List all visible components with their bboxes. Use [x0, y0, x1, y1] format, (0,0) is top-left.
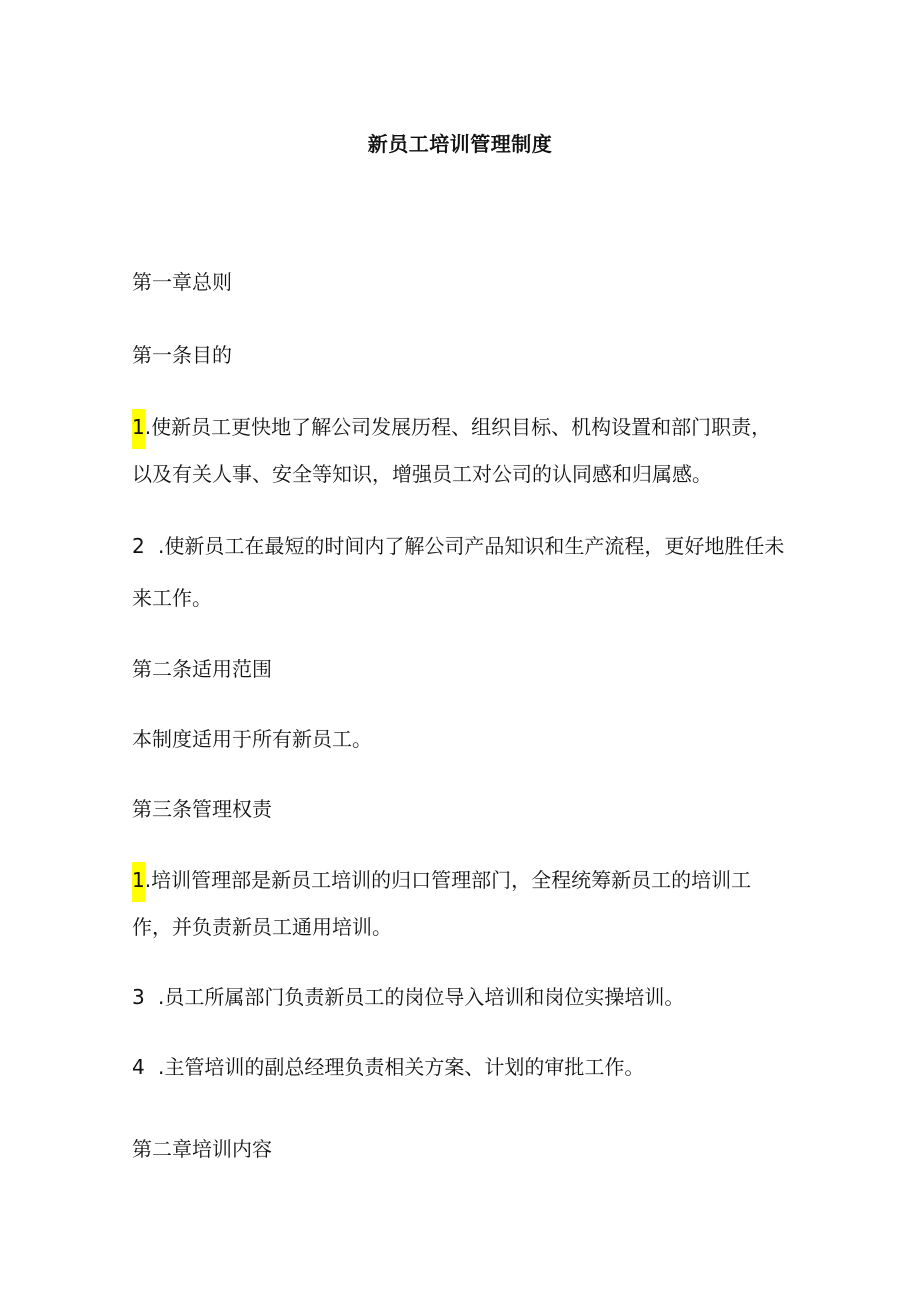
list-item	[132, 532, 784, 560]
item-number: 3	[132, 985, 145, 1009]
list-item-continuation: 来工作。	[132, 586, 212, 610]
highlighted-number: 1	[132, 862, 145, 902]
list-item	[132, 866, 751, 894]
item-text: .主管培训的副总经理负责相关方案、计划的审批工作。	[158, 1055, 645, 1079]
list-item	[132, 413, 771, 441]
highlighted-number: 1	[132, 409, 145, 449]
article-heading: 第三条管理权责	[132, 797, 272, 821]
paragraph: 本制度适用于所有新员工。	[132, 727, 372, 751]
item-text: .使新员工更快地了解公司发展历程、组织目标、机构设置和部门职责，	[144, 415, 772, 439]
item-text: .培训管理部是新员工培训的归口管理部门，全程统筹新员工的培训工	[144, 868, 752, 892]
item-text: .使新员工在最短的时间内了解公司产品知识和生产流程，更好地胜任未	[158, 534, 785, 558]
list-item	[132, 983, 684, 1011]
list-item	[132, 1053, 644, 1081]
article-heading: 第二条适用范围	[132, 657, 272, 681]
list-item-continuation: 以及有关人事、安全等知识，增强员工对公司的认同感和归属感。	[132, 462, 712, 486]
document-title: 新员工培训管理制度	[367, 132, 553, 156]
item-number: 2	[132, 534, 145, 558]
item-text: .员工所属部门负责新员工的岗位导入培训和岗位实操培训。	[158, 985, 685, 1009]
article-heading: 第一条目的	[132, 343, 232, 367]
chapter-heading: 第一章总则	[132, 270, 232, 294]
item-number: 4	[132, 1055, 145, 1079]
chapter-heading: 第二章培训内容	[132, 1137, 272, 1161]
list-item-continuation: 作，并负责新员工通用培训。	[132, 915, 392, 939]
